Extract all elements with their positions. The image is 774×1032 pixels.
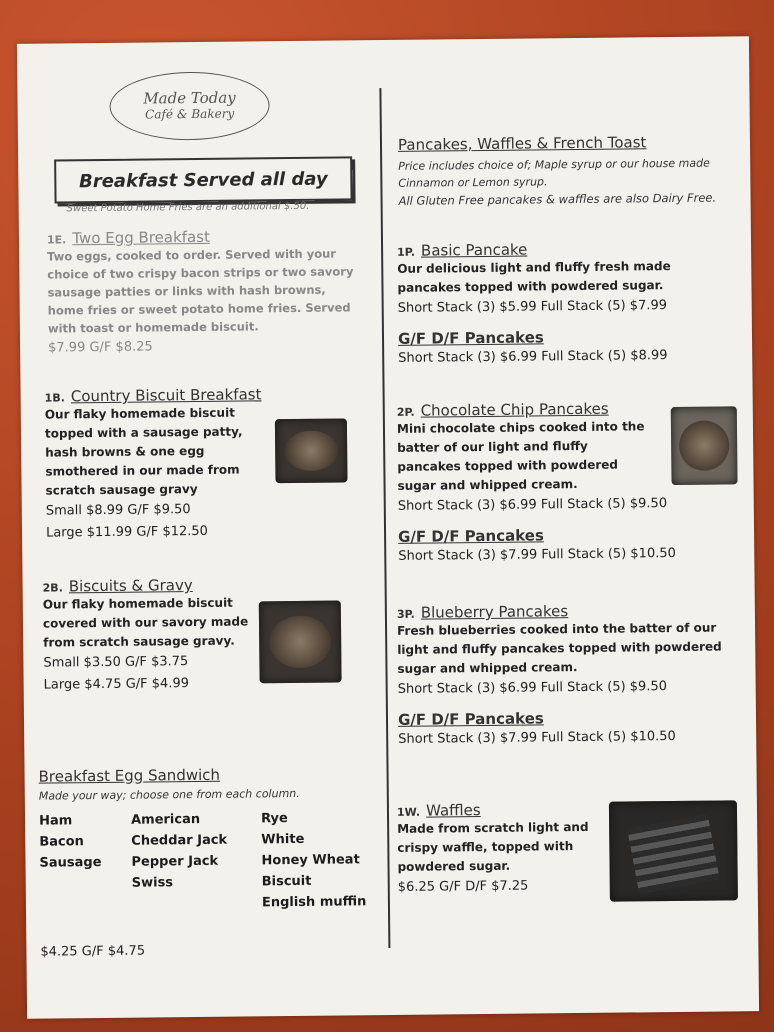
item-description: Our delicious light and fluffy fresh made pancakes topped with powdered sugar. — [397, 259, 671, 295]
item-price-small: Small $3.50 G/F $3.75 — [43, 654, 189, 671]
waffles-photo — [609, 800, 738, 901]
gf-title: G/F D/F Pancakes — [397, 328, 544, 348]
two-egg-breakfast-section — [47, 226, 358, 359]
biscuits-gravy-photo — [259, 600, 342, 683]
item-price: Short Stack (3) $5.99 Full Stack (5) $7.99 — [397, 298, 668, 316]
gf-price: Short Stack (3) $7.99 Full Stack (5) $10.50 — [398, 545, 676, 564]
cheese-column — [131, 808, 262, 914]
column-divider — [379, 88, 390, 948]
menu-page — [17, 36, 759, 1019]
item-price: Short Stack (3) $6.99 Full Stack (5) $9.50 — [397, 679, 668, 697]
item-title: Basic Pancake — [420, 240, 528, 260]
item-subtitle: Made your way; choose one from each column. — [38, 786, 300, 803]
item-title: Country Biscuit Breakfast — [70, 385, 262, 406]
option: White — [261, 831, 305, 848]
option: Pepper Jack — [131, 853, 219, 870]
item-code: 2P. — [396, 405, 415, 419]
option: American — [130, 811, 201, 828]
item-code: 1W. — [396, 805, 421, 819]
egg-sandwich-section — [38, 764, 380, 964]
item-code: 1P. — [397, 245, 416, 259]
item-title: Chocolate Chip Pancakes — [420, 399, 609, 420]
gf-price: Short Stack (3) $7.99 Full Stack (5) $10.50 — [398, 728, 676, 747]
item-price: $6.25 G/F D/F $7.25 — [397, 878, 529, 895]
option: Sausage — [39, 855, 102, 871]
item-price: $7.99 G/F $8.25 — [48, 339, 153, 356]
syrup-note: Price includes choice of; Maple syrup or our house made Cinnamon or Lemon syrup. — [398, 156, 710, 190]
option: Biscuit — [261, 873, 312, 890]
option: Rye — [260, 811, 288, 827]
logo-line-1: Made Today — [143, 88, 236, 108]
item-description: Two eggs, cooked to order. Served with your choice of two crispy bacon strips or two savory sausage patties or links with hash browns, home fries or sweet potato home fries. Served with toast or homemade biscuit. — [47, 246, 354, 336]
meat-column — [39, 810, 132, 916]
item-description: Our flaky homemade biscuit covered with our savory made from scratch sausage gravy. — [42, 595, 249, 650]
gluten-free-note: All Gluten Free pancakes & waffles are also Dairy Free. — [398, 190, 717, 208]
country-biscuit-photo — [275, 418, 348, 483]
item-title: Biscuits & Gravy — [68, 576, 193, 596]
item-description: Our flaky homemade biscuit topped with a sausage patty, hash browns & one egg smothered in our made from scratch sausage gravy — [44, 405, 243, 498]
item-title: Breakfast Egg Sandwich — [38, 765, 221, 786]
item-description: Mini chocolate chips cooked into the batter of our light and fluffy pancakes topped with powdered sugar and whipped cream. — [396, 419, 645, 493]
section-title: Pancakes, Waffles & French Toast — [397, 133, 647, 154]
item-description: Made from scratch light and crispy waffle, topped with powdered sugar. — [397, 819, 589, 874]
basic-pancake-section — [397, 239, 718, 370]
item-price-large: Large $4.75 G/F $4.99 — [43, 676, 190, 693]
blueberry-section — [397, 600, 729, 750]
option: Ham — [38, 813, 73, 829]
item-code: 1B. — [44, 391, 65, 405]
item-code: 1E. — [46, 233, 67, 247]
option: Cheddar Jack — [131, 832, 228, 849]
gf-title: G/F D/F Pancakes — [397, 709, 544, 729]
item-price: $4.25 G/F $4.75 — [40, 943, 146, 960]
item-price-large: Large $11.99 G/F $12.50 — [45, 523, 208, 541]
item-price-small: Small $8.99 G/F $9.50 — [45, 502, 191, 519]
logo-line-2: Café & Bakery — [145, 106, 235, 122]
item-title: Blueberry Pancakes — [420, 602, 569, 622]
item-title: Waffles — [425, 801, 481, 820]
item-code: 3P. — [396, 607, 415, 621]
item-description: Fresh blueberries cooked into the batter of our light and fluffy pancakes topped with powdered sugar and whipped cream. — [397, 620, 722, 676]
bread-column — [261, 807, 367, 913]
option: Swiss — [131, 875, 174, 891]
cafe-logo — [109, 71, 270, 141]
option: Honey Wheat — [261, 852, 360, 869]
gf-price: Short Stack (3) $6.99 Full Stack (5) $8.99 — [398, 348, 668, 366]
choc-chip-photo — [671, 406, 738, 485]
item-code: 2B. — [42, 581, 63, 595]
pancakes-intro — [398, 133, 719, 210]
waffles-section — [397, 800, 618, 899]
home-fries-note: Sweet Potato Home Fries are an additional $.50. — [66, 200, 310, 215]
item-price: Short Stack (3) $6.99 Full Stack (5) $9.50 — [397, 496, 668, 514]
gf-title: G/F D/F Pancakes — [398, 526, 544, 546]
option: Bacon — [39, 834, 84, 850]
option: English muffin — [261, 894, 367, 911]
breakfast-banner: Breakfast Served all day — [54, 156, 352, 203]
item-title: Two Egg Breakfast — [72, 227, 210, 248]
